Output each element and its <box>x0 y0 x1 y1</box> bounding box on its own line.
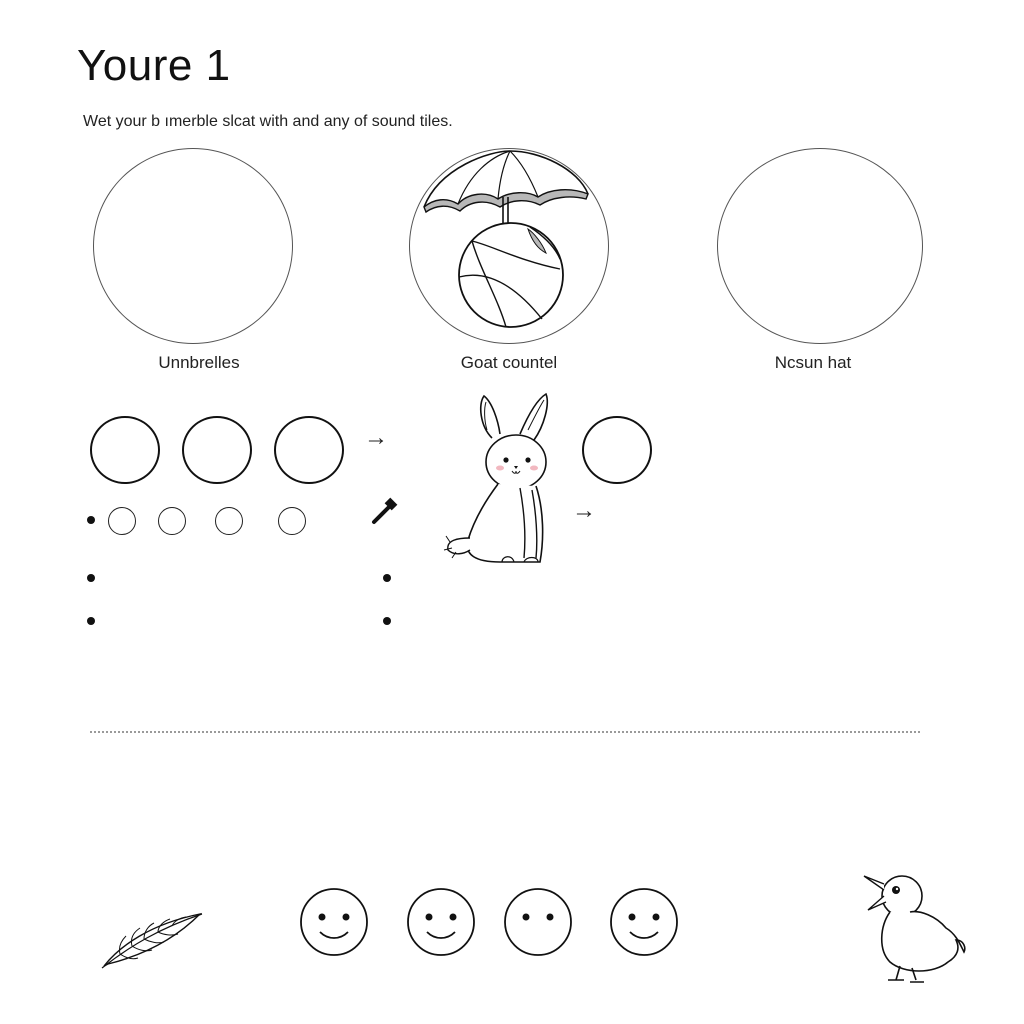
bunny-icon <box>440 390 560 570</box>
arrow-icon: → <box>364 424 388 451</box>
bird-icon <box>860 868 970 992</box>
small-circle-2[interactable] <box>158 507 186 535</box>
bullet-dot <box>383 574 391 582</box>
bullet-dot <box>87 574 95 582</box>
sound-circle-1[interactable] <box>90 416 160 484</box>
bullet-dot <box>87 617 95 625</box>
smiley-face-4[interactable] <box>608 886 680 958</box>
picture-tile-2-label: Goat countel <box>460 353 558 372</box>
sound-circle-3[interactable] <box>274 416 344 484</box>
small-circle-1[interactable] <box>108 507 136 535</box>
answer-circle[interactable] <box>582 416 652 484</box>
picture-tile-1-circle[interactable] <box>93 148 293 344</box>
leaf-icon <box>100 906 206 970</box>
smiley-face-3[interactable] <box>502 886 574 958</box>
picture-tile-1-label: Unnbrelles <box>158 353 240 372</box>
answer-arrow-icon: → <box>572 497 596 524</box>
small-circle-3[interactable] <box>215 507 243 535</box>
picture-tile-2-circle[interactable] <box>409 148 609 344</box>
smiley-face-1[interactable] <box>298 886 370 958</box>
bullet-dot <box>87 516 95 524</box>
umbrella-ball-icon <box>410 149 610 345</box>
sound-circle-2[interactable] <box>182 416 252 484</box>
writing-line[interactable] <box>90 731 920 733</box>
worksheet-title: Youre 1 <box>77 41 231 90</box>
picture-tile-3-circle[interactable] <box>717 148 923 344</box>
instruction-text: Wet your b ımerble slcat with and any of sound tiles. <box>83 113 453 130</box>
smiley-face-2[interactable] <box>405 886 477 958</box>
small-circle-4[interactable] <box>278 507 306 535</box>
picture-tile-3-label: Ncsun hat <box>774 353 852 372</box>
pencil-icon <box>370 498 400 528</box>
bullet-dot <box>383 617 391 625</box>
